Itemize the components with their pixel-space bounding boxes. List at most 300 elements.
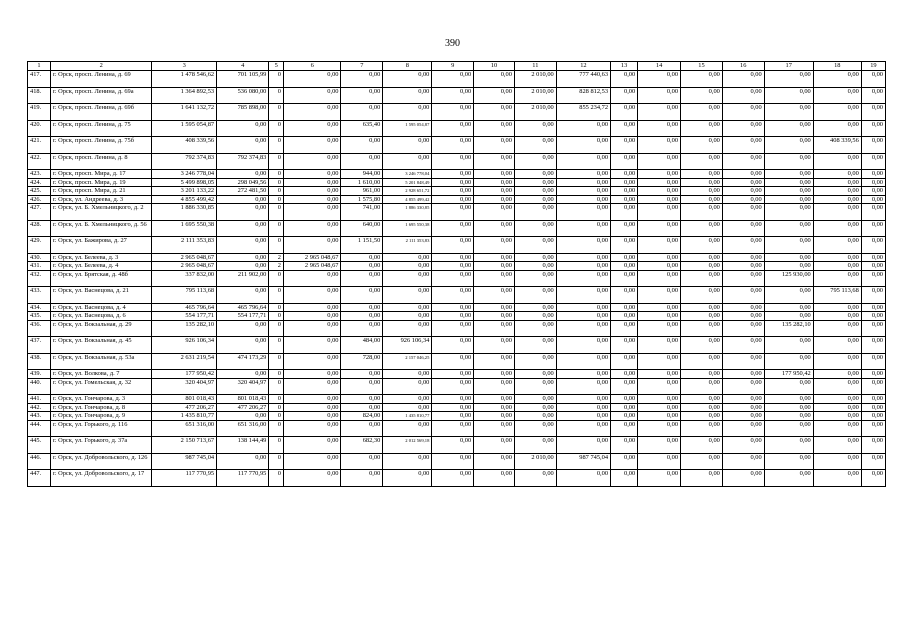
value-cell: 1 435 810,77	[383, 412, 432, 421]
column-header: 19	[861, 62, 885, 71]
column-header: 7	[341, 62, 383, 71]
value-cell: 0	[269, 395, 284, 404]
value-cell: 0,00	[681, 187, 723, 196]
value-cell: 0,00	[284, 178, 341, 187]
value-cell: 0,00	[474, 353, 515, 370]
value-cell: 135 282,10	[764, 320, 813, 337]
address-cell: г. Орск, ул. Андреева, д. 3	[50, 195, 151, 204]
value-cell: 0,00	[556, 195, 610, 204]
address-cell: г. Орск, ул. Гончарова, д. 9	[50, 412, 151, 421]
value-cell: 0	[269, 204, 284, 221]
value-cell: 177 950,42	[764, 370, 813, 379]
column-header: 4	[217, 62, 269, 71]
value-cell: 0,00	[514, 287, 556, 304]
value-cell: 0,00	[681, 437, 723, 454]
value-cell: 0,00	[474, 120, 515, 137]
value-cell: 0,00	[722, 71, 764, 88]
value-cell: 0,00	[861, 87, 885, 104]
value-cell: 0,00	[813, 120, 861, 137]
column-header: 12	[556, 62, 610, 71]
value-cell: 0,00	[681, 303, 723, 312]
value-cell: 0,00	[514, 337, 556, 354]
value-cell: 0,00	[638, 303, 681, 312]
value-cell: 0,00	[611, 137, 638, 154]
value-cell: 0,00	[284, 220, 341, 237]
value-cell: 0,00	[764, 303, 813, 312]
value-cell: 0,00	[681, 337, 723, 354]
value-cell: 0,00	[638, 437, 681, 454]
value-cell: 0,00	[638, 420, 681, 437]
value-cell: 944,00	[341, 170, 383, 179]
value-cell: 0,00	[284, 395, 341, 404]
value-cell: 795 113,68	[813, 287, 861, 304]
value-cell: 0	[269, 287, 284, 304]
table-row	[28, 420, 886, 437]
value-cell: 0,00	[861, 453, 885, 470]
value-cell: 0,00	[383, 370, 432, 379]
value-cell: 0,00	[638, 170, 681, 179]
value-cell: 651 316,00	[152, 420, 217, 437]
value-cell: 0,00	[638, 353, 681, 370]
address-cell: г. Орск, ул. Брятская, д. 48б	[50, 270, 151, 287]
value-cell: 0,00	[722, 453, 764, 470]
value-cell: 3 246 778,04	[152, 170, 217, 179]
value-cell: 554 177,71	[152, 312, 217, 321]
value-cell: 0,00	[432, 370, 474, 379]
data-table	[27, 61, 886, 487]
column-header: 17	[764, 62, 813, 71]
value-cell: 0	[269, 87, 284, 104]
value-cell: 0,00	[474, 204, 515, 221]
value-cell: 3 246 778,04	[383, 170, 432, 179]
value-cell: 0,00	[722, 437, 764, 454]
value-cell: 0,00	[432, 303, 474, 312]
value-cell: 0,00	[474, 312, 515, 321]
value-cell: 0,00	[764, 237, 813, 254]
value-cell: 125 930,00	[764, 270, 813, 287]
value-cell: 0	[269, 178, 284, 187]
value-cell: 0,00	[861, 412, 885, 421]
value-cell: 0,00	[383, 312, 432, 321]
value-cell: 0,00	[474, 420, 515, 437]
value-cell: 0,00	[764, 170, 813, 179]
value-cell: 211 902,00	[217, 270, 269, 287]
value-cell: 0,00	[383, 104, 432, 121]
value-cell: 0,00	[813, 412, 861, 421]
value-cell: 0,00	[813, 270, 861, 287]
address-cell: г. Орск, просп. Мира, д. 17	[50, 170, 151, 179]
value-cell: 0,00	[638, 178, 681, 187]
address-cell: г. Орск, просп. Мира, д. 19	[50, 178, 151, 187]
value-cell: 0	[269, 337, 284, 354]
value-cell: 0,00	[681, 312, 723, 321]
value-cell: 0,00	[681, 170, 723, 179]
value-cell: 0,00	[383, 420, 432, 437]
value-cell: 0,00	[813, 153, 861, 170]
value-cell: 0,00	[284, 403, 341, 412]
value-cell: 0,00	[722, 337, 764, 354]
value-cell: 0,00	[764, 412, 813, 421]
value-cell: 0,00	[638, 412, 681, 421]
address-cell: г. Орск, просп. Ленина, д. 69б	[50, 104, 151, 121]
value-cell: 474 173,29	[217, 353, 269, 370]
value-cell: 0,00	[722, 204, 764, 221]
value-cell: 4 855 499,42	[152, 195, 217, 204]
value-cell: 0,00	[556, 178, 610, 187]
value-cell: 0,00	[284, 412, 341, 421]
value-cell: 0,00	[284, 195, 341, 204]
value-cell: 272 481,50	[217, 187, 269, 196]
table-row	[28, 104, 886, 121]
value-cell: 0,00	[556, 262, 610, 271]
value-cell: 0,00	[611, 237, 638, 254]
value-cell: 0,00	[383, 153, 432, 170]
value-cell: 0,00	[764, 104, 813, 121]
value-cell: 0,00	[284, 420, 341, 437]
value-cell: 0,00	[432, 237, 474, 254]
value-cell: 0,00	[556, 153, 610, 170]
value-cell: 0,00	[681, 87, 723, 104]
value-cell: 0,00	[681, 253, 723, 262]
value-cell: 0,00	[432, 437, 474, 454]
value-cell: 0,00	[861, 178, 885, 187]
value-cell: 0,00	[383, 395, 432, 404]
value-cell: 0	[269, 312, 284, 321]
value-cell: 0,00	[722, 378, 764, 395]
value-cell: 0,00	[722, 303, 764, 312]
address-cell: г. Орск, ул. Горького, д. 37а	[50, 437, 151, 454]
value-cell: 0,00	[284, 370, 341, 379]
value-cell: 0,00	[432, 204, 474, 221]
row-number-cell: 433.	[28, 287, 51, 304]
value-cell: 0,00	[514, 262, 556, 271]
value-cell: 0,00	[432, 253, 474, 262]
value-cell: 0,00	[341, 153, 383, 170]
table-row	[28, 71, 886, 88]
value-cell: 484,00	[341, 337, 383, 354]
value-cell: 0,00	[638, 104, 681, 121]
value-cell: 1 641 132,72	[152, 104, 217, 121]
table-row	[28, 187, 886, 196]
value-cell: 0,00	[217, 137, 269, 154]
value-cell: 0,00	[813, 353, 861, 370]
value-cell: 0,00	[638, 253, 681, 262]
value-cell: 0,00	[861, 220, 885, 237]
value-cell: 0,00	[284, 137, 341, 154]
value-cell: 0,00	[341, 420, 383, 437]
table-row	[28, 253, 886, 262]
value-cell: 0,00	[722, 253, 764, 262]
address-cell: г. Орск, просп. Ленина, д. 69а	[50, 87, 151, 104]
value-cell: 0,00	[722, 412, 764, 421]
table-row	[28, 170, 886, 179]
value-cell: 2	[269, 262, 284, 271]
value-cell: 0,00	[611, 153, 638, 170]
table-row	[28, 395, 886, 404]
value-cell: 0,00	[638, 204, 681, 221]
value-cell: 0,00	[764, 178, 813, 187]
value-cell: 0,00	[813, 178, 861, 187]
address-cell: г. Орск, ул. Б. Хмельницкого, д. 56	[50, 220, 151, 237]
value-cell: 0,00	[514, 403, 556, 412]
row-number-cell: 425.	[28, 187, 51, 196]
value-cell: 0,00	[861, 370, 885, 379]
value-cell: 0,00	[861, 312, 885, 321]
value-cell: 0,00	[861, 337, 885, 354]
value-cell: 0,00	[611, 378, 638, 395]
value-cell: 0,00	[432, 320, 474, 337]
value-cell: 961,00	[341, 187, 383, 196]
value-cell: 926 106,34	[383, 337, 432, 354]
value-cell: 0,00	[611, 320, 638, 337]
value-cell: 0,00	[284, 353, 341, 370]
value-cell: 0,00	[638, 453, 681, 470]
address-cell: г. Орск, просп. Мира, д. 21	[50, 187, 151, 196]
value-cell: 2 965 048,67	[284, 262, 341, 271]
value-cell: 0,00	[474, 178, 515, 187]
value-cell: 0,00	[474, 87, 515, 104]
value-cell: 0,00	[432, 378, 474, 395]
value-cell: 0,00	[722, 420, 764, 437]
value-cell: 2 010,00	[514, 453, 556, 470]
value-cell: 0,00	[764, 220, 813, 237]
value-cell: 0,00	[432, 137, 474, 154]
value-cell: 0,00	[284, 470, 341, 487]
value-cell: 0,00	[341, 87, 383, 104]
value-cell: 0,00	[217, 195, 269, 204]
value-cell: 0,00	[217, 120, 269, 137]
value-cell: 0,00	[813, 71, 861, 88]
value-cell: 0,00	[284, 170, 341, 179]
value-cell: 0,00	[514, 320, 556, 337]
value-cell: 0	[269, 137, 284, 154]
row-number-cell: 437.	[28, 337, 51, 354]
value-cell: 0,00	[638, 71, 681, 88]
value-cell: 0,00	[556, 170, 610, 179]
table-row	[28, 204, 886, 221]
value-cell: 0,00	[514, 353, 556, 370]
table-row	[28, 320, 886, 337]
table-row	[28, 453, 886, 470]
value-cell: 0,00	[611, 395, 638, 404]
value-cell: 0,00	[217, 262, 269, 271]
value-cell: 0,00	[341, 320, 383, 337]
table-row	[28, 237, 886, 254]
value-cell: 795 113,68	[152, 287, 217, 304]
value-cell: 0,00	[474, 71, 515, 88]
value-cell: 0,00	[514, 170, 556, 179]
address-cell: г. Орск, ул. Гомельская, д. 32	[50, 378, 151, 395]
value-cell: 0,00	[681, 237, 723, 254]
value-cell: 728,00	[341, 353, 383, 370]
value-cell: 0,00	[284, 87, 341, 104]
value-cell: 651 316,00	[217, 420, 269, 437]
value-cell: 801 018,43	[217, 395, 269, 404]
table-row	[28, 287, 886, 304]
value-cell: 2 010,00	[514, 87, 556, 104]
value-cell: 824,00	[341, 412, 383, 421]
address-cell: г. Орск, просп. Ленина, д. 75б	[50, 137, 151, 154]
value-cell: 0,00	[514, 378, 556, 395]
value-cell: 682,30	[341, 437, 383, 454]
value-cell: 0,00	[217, 412, 269, 421]
address-cell: г. Орск, ул. Добровольского, д. 126	[50, 453, 151, 470]
value-cell: 0,00	[514, 237, 556, 254]
value-cell: 0,00	[611, 270, 638, 287]
value-cell: 0,00	[764, 137, 813, 154]
value-cell: 3 201 133,22	[152, 187, 217, 196]
value-cell: 0,00	[611, 220, 638, 237]
value-cell: 0,00	[514, 178, 556, 187]
address-cell: г. Орск, ул. Бажирова, д. 27	[50, 237, 151, 254]
value-cell: 0,00	[284, 453, 341, 470]
value-cell: 0,00	[341, 270, 383, 287]
value-cell: 0,00	[813, 320, 861, 337]
table-row	[28, 412, 886, 421]
value-cell: 0,00	[217, 453, 269, 470]
value-cell: 0,00	[556, 403, 610, 412]
row-number-cell: 418.	[28, 87, 51, 104]
value-cell: 0,00	[556, 470, 610, 487]
value-cell: 0,00	[722, 262, 764, 271]
value-cell: 138 144,49	[217, 437, 269, 454]
value-cell: 0,00	[432, 195, 474, 204]
value-cell: 0,00	[638, 287, 681, 304]
value-cell: 0	[269, 403, 284, 412]
row-number-cell: 430.	[28, 253, 51, 262]
column-header: 13	[611, 62, 638, 71]
column-header: 15	[681, 62, 723, 71]
value-cell: 0,00	[681, 270, 723, 287]
value-cell: 1 151,50	[341, 237, 383, 254]
value-cell: 408 339,56	[813, 137, 861, 154]
value-cell: 0,00	[764, 470, 813, 487]
value-cell: 320 404,97	[217, 378, 269, 395]
value-cell: 828 812,53	[556, 87, 610, 104]
value-cell: 0,00	[681, 320, 723, 337]
value-cell: 0,00	[341, 403, 383, 412]
value-cell: 0,00	[722, 395, 764, 404]
value-cell: 926 106,34	[152, 337, 217, 354]
table-row	[28, 270, 886, 287]
value-cell: 0,00	[611, 262, 638, 271]
value-cell: 0,00	[681, 370, 723, 379]
value-cell: 0,00	[681, 412, 723, 421]
value-cell: 0,00	[764, 403, 813, 412]
row-number-cell: 431.	[28, 262, 51, 271]
value-cell: 0,00	[813, 195, 861, 204]
value-cell: 0,00	[813, 395, 861, 404]
value-cell: 0,00	[217, 170, 269, 179]
value-cell: 0,00	[432, 104, 474, 121]
value-cell: 0,00	[722, 137, 764, 154]
value-cell: 0,00	[432, 312, 474, 321]
value-cell: 0,00	[474, 104, 515, 121]
value-cell: 2 010,00	[514, 104, 556, 121]
value-cell: 0,00	[556, 420, 610, 437]
value-cell: 0,00	[556, 253, 610, 262]
address-cell: г. Орск, ул. Белеева, д. 4	[50, 262, 151, 271]
value-cell: 0	[269, 378, 284, 395]
value-cell: 0,00	[681, 178, 723, 187]
value-cell: 0	[269, 453, 284, 470]
value-cell: 0,00	[556, 137, 610, 154]
value-cell: 554 177,71	[217, 312, 269, 321]
value-cell: 0	[269, 153, 284, 170]
value-cell: 0,00	[681, 453, 723, 470]
value-cell: 2 928 651,72	[383, 187, 432, 196]
value-cell: 0,00	[556, 337, 610, 354]
value-cell: 0,00	[432, 287, 474, 304]
value-cell: 0,00	[474, 170, 515, 179]
value-cell: 801 018,43	[152, 395, 217, 404]
row-number-cell: 426.	[28, 195, 51, 204]
value-cell: 0,00	[764, 87, 813, 104]
value-cell: 177 950,42	[152, 370, 217, 379]
value-cell: 0,00	[284, 270, 341, 287]
value-cell: 0,00	[556, 320, 610, 337]
value-cell: 1 478 546,62	[152, 71, 217, 88]
value-cell: 0,00	[861, 253, 885, 262]
value-cell: 0,00	[813, 378, 861, 395]
address-cell: г. Орск, ул. Вокзальная, д. 45	[50, 337, 151, 354]
value-cell: 0,00	[611, 403, 638, 412]
value-cell: 0,00	[556, 204, 610, 221]
value-cell: 0,00	[813, 437, 861, 454]
value-cell: 635,40	[341, 120, 383, 137]
column-header: 6	[284, 62, 341, 71]
value-cell: 0,00	[638, 87, 681, 104]
value-cell: 0	[269, 437, 284, 454]
column-header: 10	[474, 62, 515, 71]
value-cell: 0,00	[514, 303, 556, 312]
value-cell: 0,00	[611, 287, 638, 304]
value-cell: 0	[269, 303, 284, 312]
value-cell: 0,00	[764, 195, 813, 204]
value-cell: 0,00	[383, 378, 432, 395]
value-cell: 987 745,04	[556, 453, 610, 470]
value-cell: 0,00	[474, 195, 515, 204]
value-cell: 0,00	[341, 253, 383, 262]
row-number-cell: 442.	[28, 403, 51, 412]
value-cell: 0	[269, 237, 284, 254]
value-cell: 0,00	[861, 395, 885, 404]
value-cell: 0,00	[681, 137, 723, 154]
address-cell: г. Орск, просп. Ленина, д. 75	[50, 120, 151, 137]
value-cell: 0,00	[722, 312, 764, 321]
value-cell: 0,00	[722, 87, 764, 104]
value-cell: 0,00	[341, 395, 383, 404]
value-cell: 0,00	[432, 262, 474, 271]
table-row	[28, 153, 886, 170]
value-cell: 0,00	[611, 470, 638, 487]
value-cell: 0,00	[474, 337, 515, 354]
address-cell: г. Орск, ул. Горького, д. 116	[50, 420, 151, 437]
value-cell: 0,00	[474, 378, 515, 395]
value-cell: 1 575,80	[341, 195, 383, 204]
value-cell: 0,00	[861, 353, 885, 370]
value-cell: 2 965 048,67	[152, 253, 217, 262]
value-cell: 0,00	[764, 262, 813, 271]
value-cell: 0,00	[764, 312, 813, 321]
table-row	[28, 403, 886, 412]
value-cell: 0,00	[638, 120, 681, 137]
address-cell: г. Орск, ул. Добровольского, д. 17	[50, 470, 151, 487]
value-cell: 1 595 054,87	[152, 120, 217, 137]
row-number-cell: 422.	[28, 153, 51, 170]
value-cell: 0,00	[556, 270, 610, 287]
address-cell: г. Орск, ул. Васнецова, д. 6	[50, 312, 151, 321]
